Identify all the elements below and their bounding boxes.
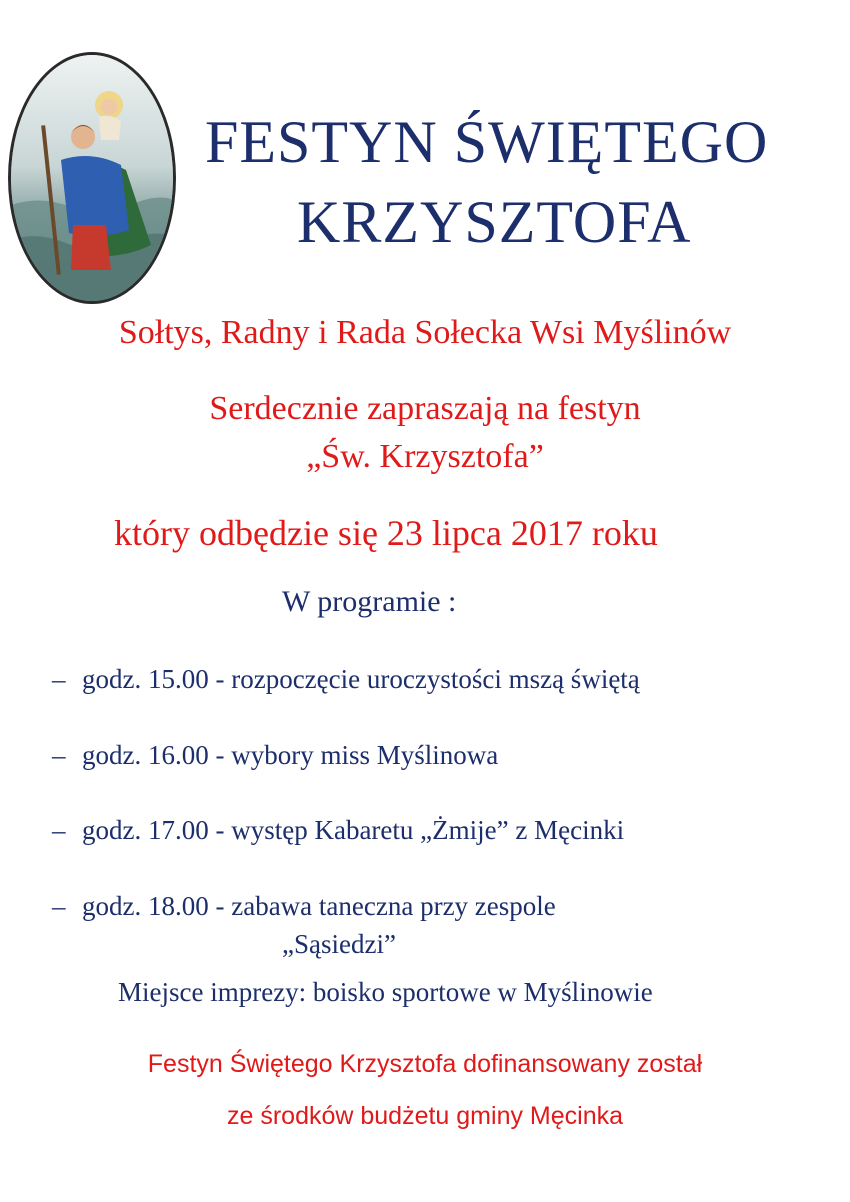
program-item-dash: –	[52, 891, 66, 921]
funding-line-2: ze środków budżetu gminy Męcinka	[226, 1102, 624, 1130]
program-item	[52, 891, 556, 922]
invitation-line-2: „Św. Krzysztofa”	[306, 438, 544, 475]
program-item-text: godz. 17.00 - występ Kabaretu „Żmije” z Męcinki	[82, 815, 625, 845]
venue-line: Miejsce imprezy: boisko sportowe w Myślinowie	[118, 977, 653, 1007]
organizers-line: Sołtys, Radny i Rada Sołecka Wsi Myślinów	[118, 314, 732, 351]
invitation-line-1: Serdecznie zapraszają na festyn	[209, 390, 641, 427]
saint-christopher-oval-icon	[8, 52, 176, 304]
program-item-text: godz. 16.00 - wybory miss Myślinowa	[82, 740, 499, 770]
program-item	[52, 815, 624, 846]
program-item-dash: –	[52, 740, 66, 770]
program-item-text: godz. 18.00 - zabawa taneczna przy zespole	[82, 891, 556, 921]
event-date-line: który odbędzie się 23 lipca 2017 roku	[114, 513, 658, 553]
program-item-continuation: „Sąsiedzi”	[282, 929, 396, 959]
program-item	[52, 664, 640, 695]
program-item-dash: –	[52, 815, 66, 845]
page-title-line-1: FESTYN ŚWIĘTEGO	[205, 109, 769, 175]
page-title-line-2: KRZYSZTOFA	[297, 189, 692, 255]
funding-line-1: Festyn Świętego Krzysztofa dofinansowany został	[147, 1050, 703, 1078]
program-item	[52, 740, 498, 771]
program-item-text: godz. 15.00 - rozpoczęcie uroczystości mszą świętą	[82, 664, 640, 694]
program-heading: W programie :	[282, 585, 457, 618]
program-item-dash: –	[52, 664, 66, 694]
